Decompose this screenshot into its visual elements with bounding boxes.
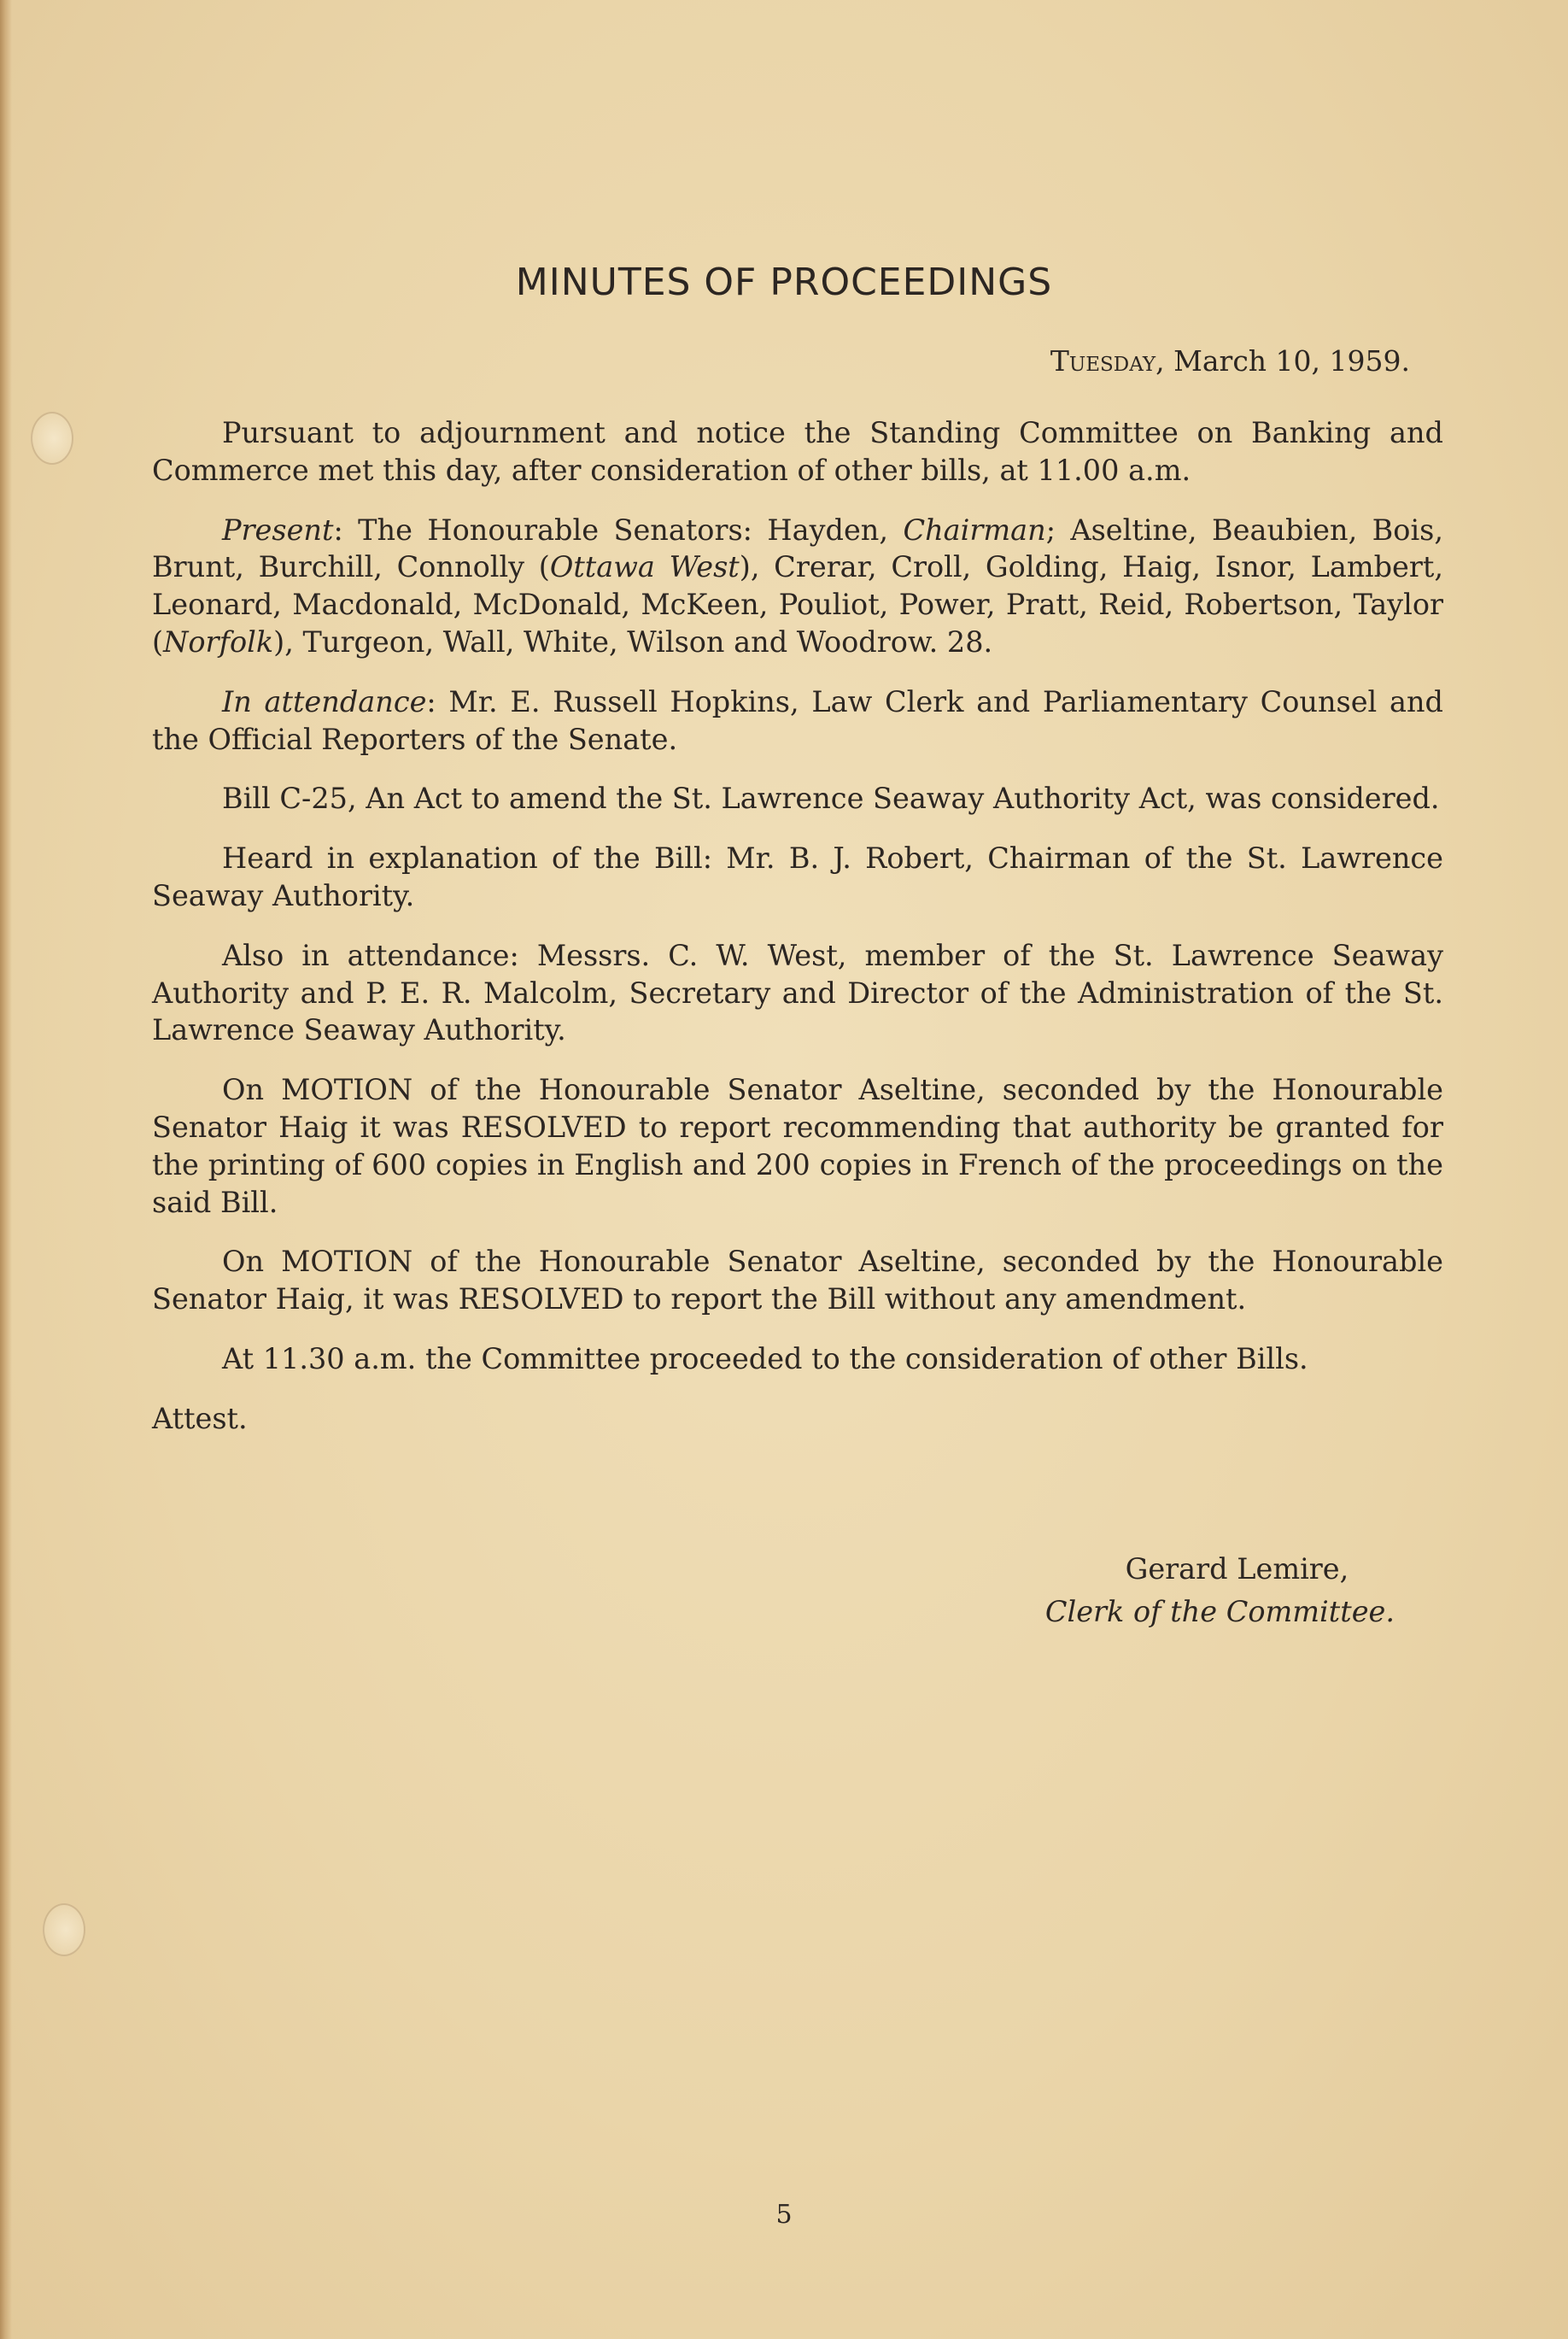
ottawa-west-label: Ottawa West	[549, 550, 740, 584]
paragraph-explanation: Heard in explanation of the Bill: Mr. B. J. Robert, Chairman of the St. Lawrence Seaway Authority.	[152, 841, 1443, 912]
meeting-date-text: , March 10, 1959.	[1156, 344, 1410, 378]
paragraph-also-attendance: Also in attendance: Messrs. C. W. West, member of the St. Lawrence Seaway Authority and P. E. R. Malcolm, Secretary and Director of the Administration of the St. Lawrence Seaway Authority.	[152, 938, 1443, 1047]
present-label: Present	[222, 513, 334, 547]
signatory-title: Clerk of the Committee.	[1044, 1595, 1395, 1628]
present-text-4: ), Turgeon, Wall, White, Wilson and Woodrow. 28.	[273, 624, 993, 659]
norfolk-label: Norfolk	[163, 624, 274, 659]
present-text-1: : The Honourable Senators: Hayden,	[333, 513, 904, 547]
paragraph-bill: Bill C-25, An Act to amend the St. Lawrence Seaway Authority Act, was considered.	[222, 782, 1440, 816]
paragraph-motion-report: On MOTION of the Honourable Senator Aseltine, seconded by the Honourable Senator Haig, it was RESOLVED to report the Bill without any amendment.	[152, 1245, 1443, 1316]
meeting-weekday: Tuesday	[1050, 344, 1156, 378]
attest-line: Attest.	[152, 1401, 248, 1435]
paragraph-in-attendance	[152, 683, 1443, 759]
minutes-body	[152, 414, 1443, 1460]
punch-hole-top	[31, 412, 73, 465]
paragraph-adjournment: Pursuant to adjournment and notice the Standing Committee on Banking and Commerce met this day, after consideration of other bills, at 11.00 a.m.	[152, 416, 1443, 487]
page-left-edge	[0, 0, 12, 2339]
page-number: 5	[775, 2200, 793, 2230]
page-title: MINUTES OF PROCEEDINGS	[515, 261, 1053, 304]
signatory-name: Gerard Lemire,	[1125, 1552, 1349, 1586]
paragraph-adjourned: At 11.30 a.m. the Committee proceeded to the consideration of other Bills.	[222, 1341, 1308, 1375]
paragraph-motion-printing: On MOTION of the Honourable Senator Aseltine, seconded by the Honourable Senator Haig it was RESOLVED to report recommending that authority be granted for the printing of 600 copies in English and 200 copies in French of the proceedings on the said Bill.	[152, 1073, 1443, 1219]
present-text-3: ), Crerar, Croll, Golding, Haig, Isnor, Lambert, Leonard, Macdonald, McDonald, McKeen, Pouliot, Power, Pratt, Reid, Robertson, Taylor (	[152, 550, 1443, 659]
punch-hole-bottom	[43, 1903, 85, 1956]
chairman-label: Chairman	[903, 513, 1046, 547]
paragraph-present	[152, 512, 1443, 661]
signature-block	[1045, 1548, 1395, 1633]
in-attendance-text: : Mr. E. Russell Hopkins, Law Clerk and Parliamentary Counsel and the Official Reporters of the Senate.	[152, 684, 1443, 756]
present-text-2: ; Aseltine, Beaubien, Bois, Brunt, Burchill, Connolly (	[152, 513, 1444, 584]
meeting-date	[1050, 344, 1410, 378]
in-attendance-label: In attendance	[222, 684, 427, 718]
